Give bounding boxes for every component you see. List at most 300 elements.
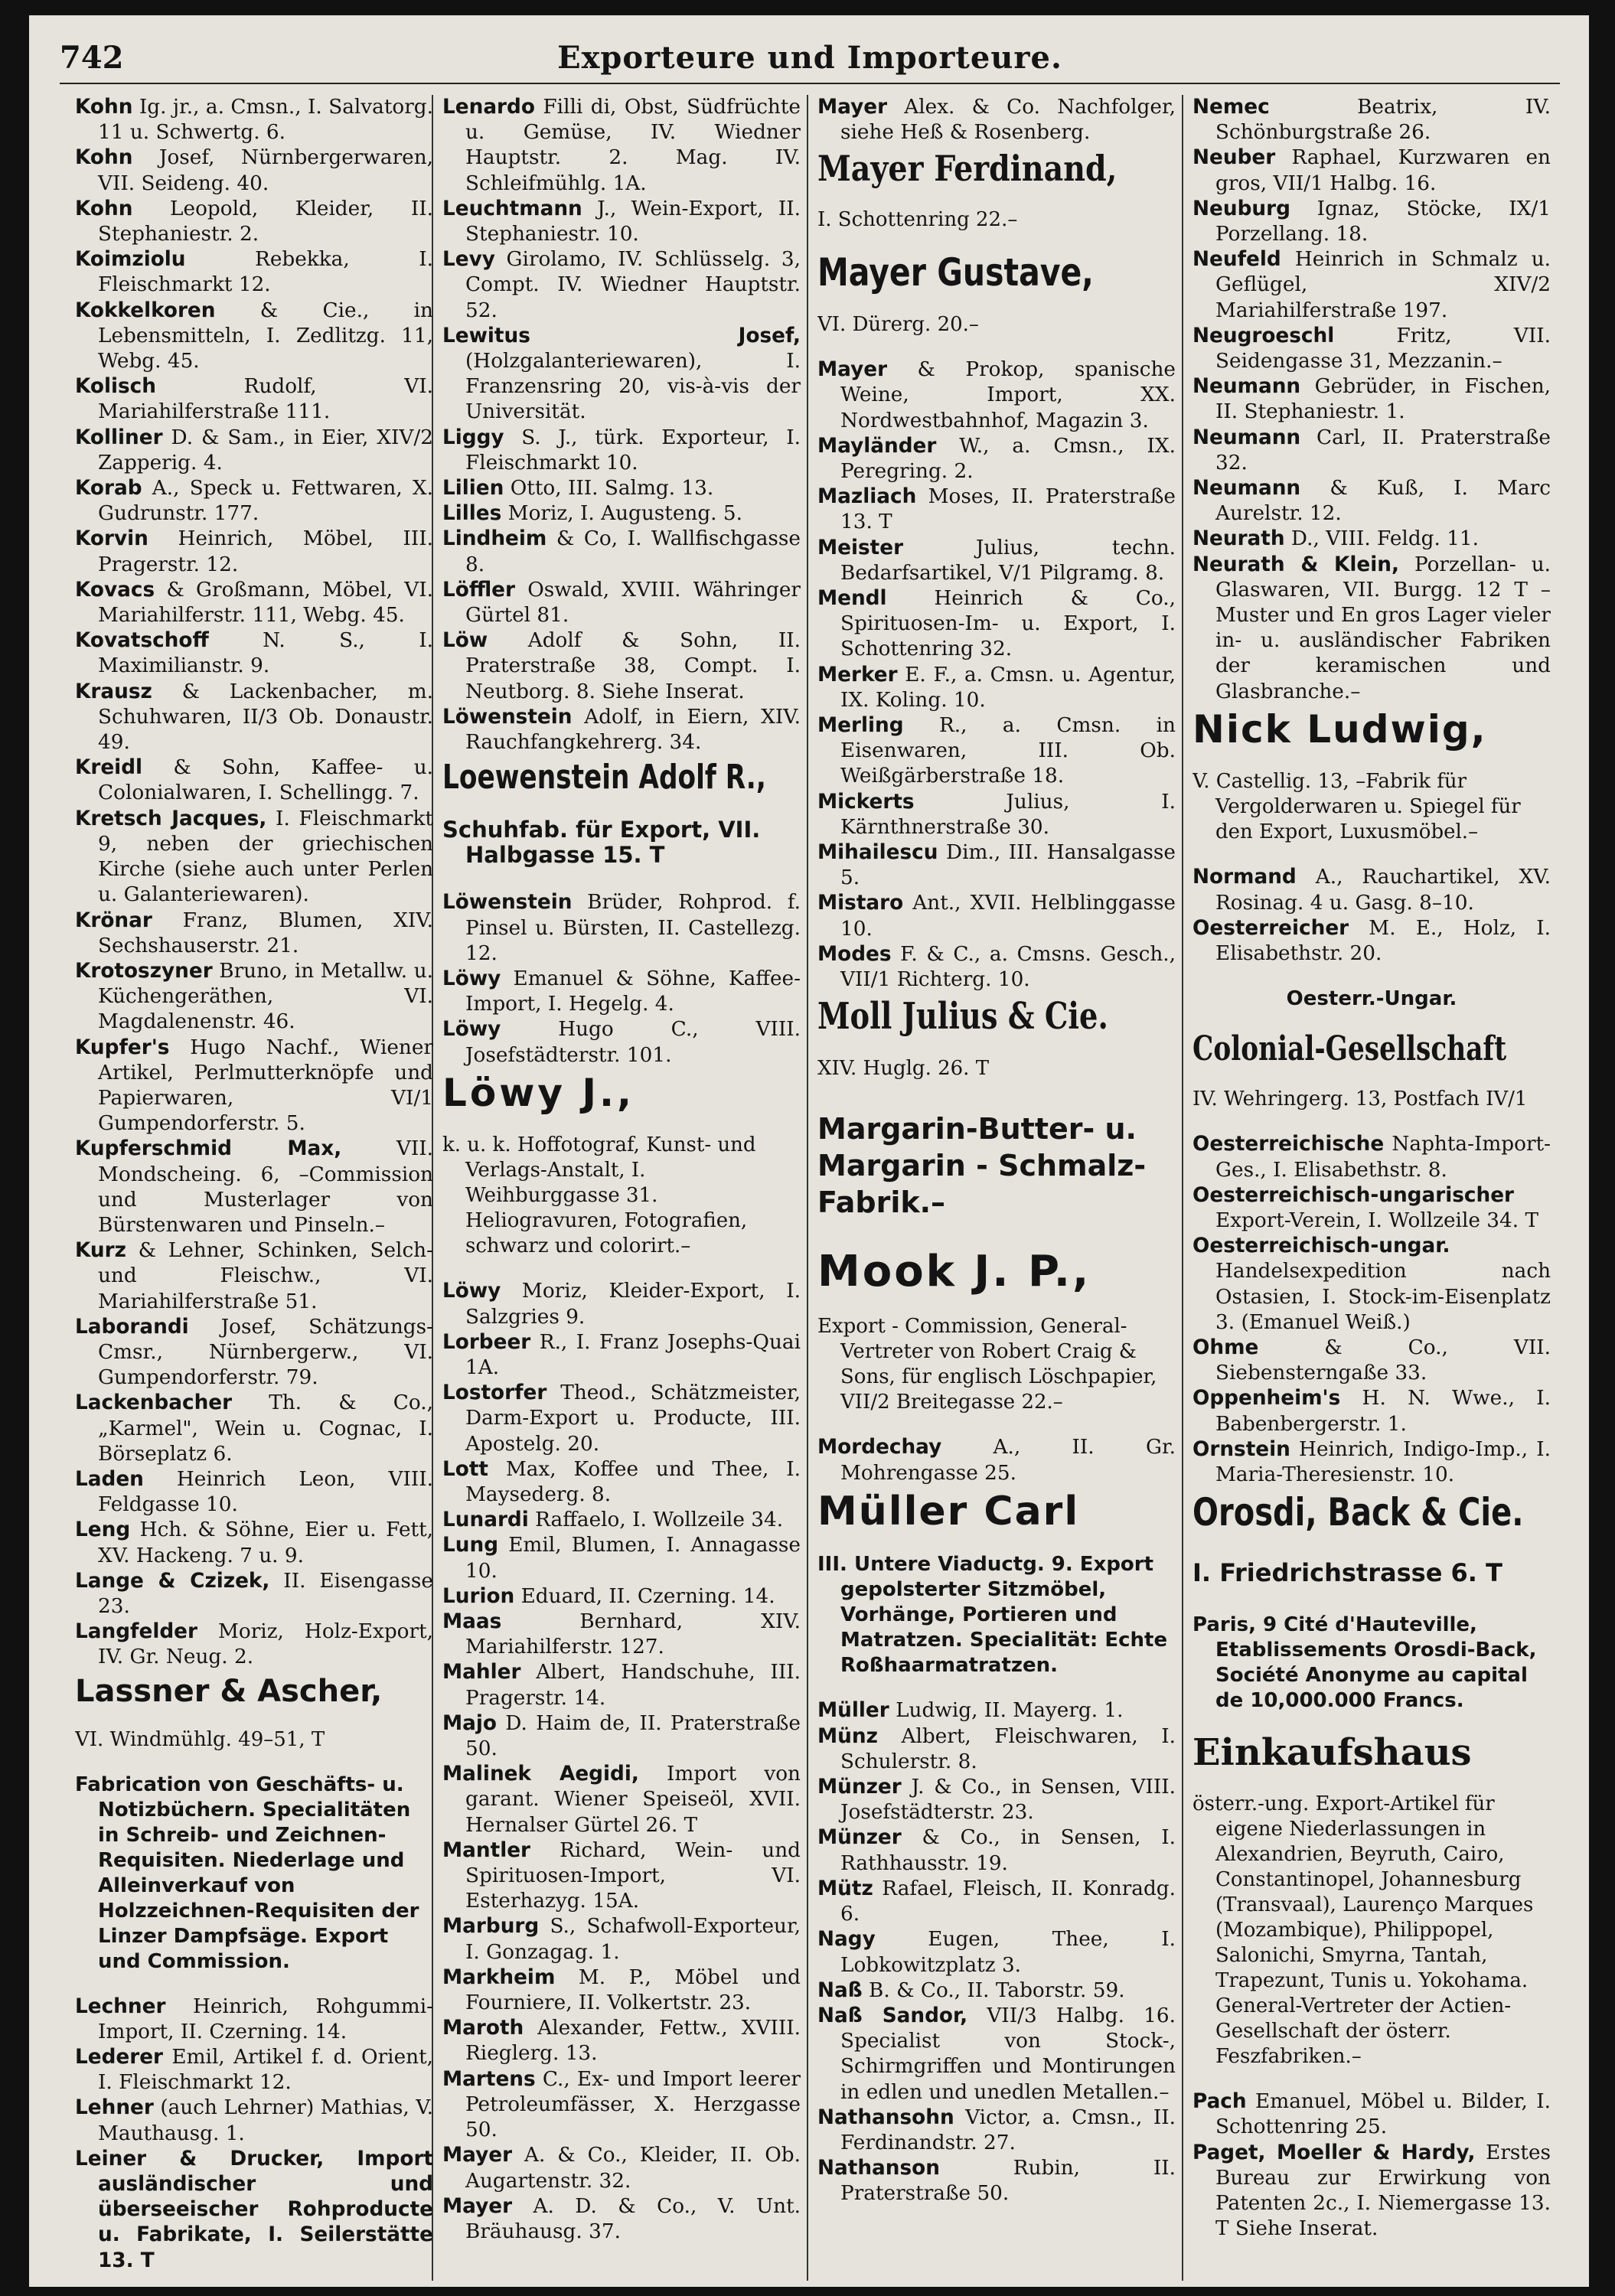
entry-name: Oppenheim's xyxy=(1192,1387,1341,1411)
advertisement xyxy=(75,1675,433,1975)
entry-name: Lehner xyxy=(75,2096,154,2120)
directory-entry xyxy=(442,628,801,705)
directory-entry xyxy=(442,1017,801,1068)
entry-text: & Co., in Sensen, I. Rathhausstr. 19. xyxy=(840,1826,1176,1875)
directory-entry xyxy=(75,145,433,196)
column-2 xyxy=(442,95,801,2281)
entry-name: Mordechay xyxy=(817,1436,942,1459)
directory-entry xyxy=(817,1877,1176,1927)
entry-name: Neumann xyxy=(1192,375,1301,399)
directory-entry xyxy=(75,1035,433,1137)
entry-name: Majo xyxy=(442,1711,497,1735)
entry-text: Raffaelo, I. Wollzeile 34. xyxy=(528,1508,784,1532)
directory-entry xyxy=(442,705,801,755)
entry-name: Naß xyxy=(817,1978,863,2002)
directory-entry xyxy=(1192,197,1551,247)
entry-text: Heinrich Leon, VIII. Feldgasse 10. xyxy=(98,1467,433,1517)
directory-entry xyxy=(1192,95,1551,145)
directory-entry xyxy=(75,959,433,1035)
directory-entry xyxy=(817,2105,1176,2156)
entry-name: Lewitus Josef, xyxy=(442,324,801,347)
directory-entry xyxy=(1192,1386,1551,1437)
entry-name: Liggy xyxy=(442,426,504,449)
entry-text: Heinrich, Rohgummi-Import, II. Czerning. 14. xyxy=(98,1994,433,2043)
entry-text: & Großmann, Möbel, VI. Mariahilferstr. 111, Webg. 45. xyxy=(98,578,433,628)
directory-entry xyxy=(75,95,433,145)
directory-entry xyxy=(75,1467,433,1518)
entry-name: Kupfer's xyxy=(75,1035,170,1059)
directory-entry xyxy=(442,476,801,501)
entry-text: & Lehner, Schinken, Selch- und Fleischw., VI. Mariahilferstraße 51. xyxy=(98,1239,433,1313)
ad-address: VI. Windmühlg. 49–51, T xyxy=(75,1727,325,1751)
entry-name: Mahler xyxy=(442,1661,521,1684)
entry-name: Levy xyxy=(442,248,495,272)
entry-name: Neurath xyxy=(1192,527,1285,551)
running-head: Exporteure und Importeure. xyxy=(557,40,1062,76)
entry-text: Albert, Handschuhe, III. Pragerstr. 14. xyxy=(465,1661,801,1710)
entry-name: Maroth xyxy=(442,2017,524,2040)
entry-name: Lackenbacher xyxy=(75,1391,233,1415)
page-header xyxy=(60,34,1560,84)
entry-name: Oesterreichisch-ungar. xyxy=(1192,1234,1450,1258)
directory-entry xyxy=(817,586,1176,663)
entry-text: Theod., Schätzmeister, Darm-Export u. Producte, III. Apostelg. 20. xyxy=(465,1381,801,1456)
directory-entry xyxy=(75,1569,433,1619)
directory-entry xyxy=(75,476,433,527)
entry-name: Neurath & Klein, xyxy=(1192,553,1399,576)
directory-entry xyxy=(817,891,1176,941)
directory-entry xyxy=(442,1609,801,1660)
ad-title: Nick Ludwig, xyxy=(1192,706,1487,752)
advertisement xyxy=(1192,706,1551,846)
entry-name: Kovacs xyxy=(75,578,155,602)
directory-entry xyxy=(442,1838,801,1915)
entry-name: Mayer xyxy=(442,2194,513,2218)
entry-name: Modes xyxy=(817,942,892,966)
entry-text: Josef, Nürnbergerwaren, VII. Seideng. 40. xyxy=(98,146,433,195)
directory-entry xyxy=(1192,374,1551,425)
directory-entry xyxy=(1192,247,1551,324)
entry-text: (auch Lehrner) Mathias, V. Mauthausg. 1. xyxy=(98,2096,433,2145)
entry-name: Merker xyxy=(817,663,898,687)
entry-text: S., Schafwoll-Exporteur, I. Gonzagag. 1. xyxy=(465,1915,801,1964)
ad-title: Orosdi, Back & Cie. xyxy=(1192,1490,1524,1535)
entry-name: Martens xyxy=(442,2067,536,2091)
entry-name: Kohn xyxy=(75,96,133,119)
entry-name: Krausz xyxy=(75,680,152,703)
advertisement xyxy=(817,150,1176,232)
directory-entry xyxy=(75,2045,433,2095)
entry-name: Lorbeer xyxy=(442,1330,531,1354)
entry-text: Adolf, in Eiern, XIV. Rauchfangkehrerg. 34. xyxy=(465,705,801,755)
directory-entry xyxy=(442,1533,801,1583)
entry-name: Laden xyxy=(75,1467,144,1491)
entry-name: Kokkelkoren xyxy=(75,298,216,322)
entry-text: Ant., XVII. Helblinggasse 10. xyxy=(840,892,1176,941)
directory-entry xyxy=(817,484,1176,535)
entry-text: Ignaz, Stöcke, IX/1 Porzellang. 18. xyxy=(1215,197,1551,246)
entry-text: Leopold, Kleider, II. Stephaniestr. 2. xyxy=(98,197,433,246)
entry-text: & Lackenbacher, m. Schuhwaren, II/3 Ob. Donaustr. 49. xyxy=(98,680,433,755)
directory-entry xyxy=(442,1965,801,2016)
directory-entry xyxy=(75,247,433,298)
entry-text: Rubin, II. Praterstraße 50. xyxy=(840,2157,1176,2206)
entry-text: E. F., a. Cmsn. u. Agentur, IX. Koling. 10. xyxy=(840,663,1176,712)
entry-text: Beatrix, IV. Schönburgstraße 26. xyxy=(1215,96,1551,145)
ad-text: k. u. k. Hoffotograf, Kunst- und Verlags-Anstalt, I. Weihburggasse 31. Heliogravuren, Fotografien, schwarz und colorirt.– xyxy=(442,1133,756,1258)
directory-entry xyxy=(442,197,801,247)
entry-name: Nathanson xyxy=(817,2157,940,2180)
directory-entry xyxy=(75,1619,433,1670)
directory-entry xyxy=(817,2156,1176,2206)
entry-text: VII. Mondscheing. 6, –Commission und Musterlager von Bürstenwaren und Pinseln.– xyxy=(98,1137,433,1237)
entry-name: Mendl xyxy=(817,587,887,611)
directory-entry xyxy=(817,434,1176,484)
entry-name: Merling xyxy=(817,714,904,738)
entry-name: Mihailescu xyxy=(817,841,938,865)
entry-text: Hugo C., VIII. Josefstädterstr. 101. xyxy=(465,1018,801,1067)
entry-name: Lange & Czizek, xyxy=(75,1569,270,1593)
ad-title: Mayer Gustave, xyxy=(817,249,1094,295)
entry-text: & Sohn, Kaffee- u. Colonialwaren, I. Schellingg. 7. xyxy=(98,756,433,805)
directory-entry xyxy=(817,95,1176,145)
entry-name: Münzer xyxy=(817,1826,902,1850)
entry-text: J. & Co., in Sensen, VIII. Josefstädterstr. 23. xyxy=(840,1776,1176,1825)
entry-name: Löwy xyxy=(442,1018,501,1042)
entry-name: Lurion xyxy=(442,1584,515,1608)
directory-entry xyxy=(817,1927,1176,1978)
entry-name: Lenardo xyxy=(442,96,535,119)
entry-name: Löw xyxy=(442,629,488,653)
entry-name: Oesterreicher xyxy=(1192,916,1349,940)
entry-name: Lostorfer xyxy=(442,1381,547,1405)
directory-entry xyxy=(1192,527,1551,552)
entry-name: Mazliach xyxy=(817,485,917,509)
entry-text: Rudolf, VI. Mariahilferstraße 111. xyxy=(98,375,433,424)
entry-name: Paget, Moeller & Hardy, xyxy=(1192,2141,1476,2164)
entry-name: Löwenstein xyxy=(442,705,573,729)
directory-entry xyxy=(442,1508,801,1533)
directory-entry xyxy=(817,2004,1176,2105)
entry-text: A. & Co., Kleider, II. Ob. Augartenstr. 32. xyxy=(465,2144,801,2193)
directory-entry xyxy=(442,527,801,577)
page-number: 742 xyxy=(60,40,124,76)
entry-name: Oesterreichische xyxy=(1192,1133,1385,1156)
advertisement xyxy=(1192,1492,1551,1714)
entry-name: Krönar xyxy=(75,908,152,932)
directory-entry xyxy=(75,578,433,628)
entry-name: Krotoszyner xyxy=(75,959,213,983)
directory-entry xyxy=(817,840,1176,891)
entry-text: Franz, Blumen, XIV. Sechshauserstr. 21. xyxy=(98,908,433,957)
directory-entry xyxy=(442,501,801,527)
entry-name: Lechner xyxy=(75,1994,166,2018)
entry-name: Kretsch Jacques, xyxy=(75,807,267,830)
advertisement xyxy=(817,249,1176,338)
entry-text: Erstes Bureau zur Erwirkung von Patenten 2c., I. Niemergasse 13. T Siehe Inserat. xyxy=(1215,2141,1551,2241)
entry-text: Th. & Co., „Karmel", Wein u. Cognac, I. Börseplatz 6. xyxy=(98,1391,433,1466)
directory-entry xyxy=(442,2143,801,2193)
entry-text: Gebrüder, in Fischen, II. Stephaniestr. 1. xyxy=(1215,375,1551,424)
entry-text: Rebekka, I. Fleischmarkt 12. xyxy=(98,248,433,297)
entry-text: A., Speck u. Fettwaren, X. Gudrunstr. 177. xyxy=(98,477,433,526)
entry-name: Lindheim xyxy=(442,527,547,551)
entry-name: Lederer xyxy=(75,2046,164,2069)
entry-name: Koimziolu xyxy=(75,248,186,272)
entry-text: Moses, II. Praterstraße 13. T xyxy=(840,485,1176,534)
directory-entry xyxy=(1192,2141,1551,2242)
entry-text: A. D. & Co., V. Unt. Bräuhausg. 37. xyxy=(465,2194,801,2243)
directory-entry xyxy=(1192,1336,1551,1386)
entry-name: Löwy xyxy=(442,967,501,991)
entry-name: Kupferschmid Max, xyxy=(75,1137,342,1161)
directory-entry xyxy=(75,628,433,679)
ad-title: Mook J. P., xyxy=(817,1246,1091,1296)
advertisement xyxy=(817,997,1176,1220)
entry-name: Oesterreichisch-ungarischer xyxy=(1192,1183,1514,1207)
directory-entry xyxy=(817,1435,1176,1486)
directory-entry xyxy=(442,324,801,426)
ad-title: Löwy J., xyxy=(442,1070,635,1115)
directory-entry xyxy=(442,1279,801,1329)
ad-title: Müller Carl xyxy=(817,1488,1080,1534)
entry-name: Korab xyxy=(75,477,142,501)
directory-entry xyxy=(442,1914,801,1965)
entry-text: Emil, Blumen, I. Annagasse 10. xyxy=(465,1534,801,1583)
entry-name: Mistaro xyxy=(817,892,904,915)
ad-text: I. Schottenring 22.– xyxy=(817,207,1018,231)
entry-name: Lott xyxy=(442,1457,488,1481)
entry-name: Müller xyxy=(817,1699,889,1723)
advertisement xyxy=(442,760,801,868)
directory-entry xyxy=(817,1724,1176,1775)
directory-entry xyxy=(442,1330,801,1381)
entry-name: Kolisch xyxy=(75,375,156,399)
advertisement xyxy=(817,1246,1176,1416)
directory-entry xyxy=(1192,553,1551,705)
entry-name: Mayländer xyxy=(817,434,937,458)
entry-name: Naß Sandor, xyxy=(817,2004,968,2027)
directory-entry xyxy=(1192,1234,1551,1336)
entry-name: Malinek Aegidi, xyxy=(442,1763,639,1786)
entry-name: Ohme xyxy=(1192,1336,1259,1359)
entry-text: A., Rauchartikel, XV. Rosinag. 4 u. Gasg. 8–10. xyxy=(1215,866,1551,915)
column-rule xyxy=(807,95,808,2281)
entry-text: & Prokop, spanische Weine, Import, XX. Nordwestbahnhof, Magazin 3. xyxy=(840,358,1176,432)
entry-text: II. Eisengasse 23. xyxy=(98,1569,433,1618)
entry-text: Max, Koffee und Thee, I. Maysederg. 8. xyxy=(465,1457,801,1507)
entry-text: J., Wein-Export, II. Stephaniestr. 10. xyxy=(465,197,801,246)
entry-text: Ludwig, II. Mayerg. 1. xyxy=(889,1699,1124,1723)
ad-text: Fabrication von Geschäfts- u. Notizbüchern. Specialitäten in Schreib- und Zeichnen-Requisiten. Niederlage und Alleinverkauf von Holzzeichnen-Requisiten der Linzer Dampfsäge. Export und Commission. xyxy=(75,1773,419,1973)
entry-text: Bernhard, XIV. Mariahilferstr. 127. xyxy=(465,1610,801,1659)
directory-entry xyxy=(1192,476,1551,527)
entry-name: Korvin xyxy=(75,527,148,551)
directory-entry xyxy=(75,1137,433,1238)
entry-text: C., Ex- und Import leerer Petroleumfässer, X. Herzgasse 50. xyxy=(465,2067,801,2142)
directory-entry xyxy=(817,663,1176,713)
entry-text: Eduard, II. Czerning. 14. xyxy=(514,1584,775,1608)
advertisement xyxy=(1192,1730,1551,2069)
entry-text: I. Fleischmarkt 9, neben der griechischen Kirche (siehe auch unter Perlen u. Galanteriewaren). xyxy=(98,807,433,907)
entry-name: Kovatschoff xyxy=(75,629,209,653)
ad-title: Loewenstein Adolf R., xyxy=(442,758,766,797)
entry-text: Emil, Artikel f. d. Orient, I. Fleischmarkt 12. xyxy=(98,2046,433,2095)
entry-text: A., II. Gr. Mohrengasse 25. xyxy=(840,1436,1176,1485)
directory-entry xyxy=(1192,145,1551,196)
entry-name: Nemec xyxy=(1192,96,1270,119)
entry-text: D., VIII. Feldg. 11. xyxy=(1284,527,1480,551)
ad-title: Lassner & Ascher, xyxy=(75,1673,383,1709)
directory-entry xyxy=(75,1391,433,1467)
entry-text: Hugo Nachf., Wiener Artikel, Perlmutterknöpfe und Papierwaren, VI/1 Gumpendorferstr. 5. xyxy=(98,1035,433,1136)
directory-entry xyxy=(817,1698,1176,1724)
entry-name: Kreidl xyxy=(75,756,143,780)
entry-text: H. N. Wwe., I. Babenbergerstr. 1. xyxy=(1215,1387,1551,1436)
entry-text: Girolamo, IV. Schlüsselg. 3, Compt. IV. Wiedner Hauptstr. 52. xyxy=(465,248,801,322)
entry-name: Laborandi xyxy=(75,1315,189,1339)
directory-entry xyxy=(1192,865,1551,915)
entry-name: Mütz xyxy=(817,1877,873,1900)
entry-name: Neugroeschl xyxy=(1192,324,1335,347)
directory-entry xyxy=(75,374,433,425)
entry-name: Pach xyxy=(1192,2090,1247,2114)
entry-name: Leng xyxy=(75,1518,131,1542)
entry-text: Export-Verein, I. Wollzeile 34. T xyxy=(1215,1208,1539,1232)
directory-entry xyxy=(75,1315,433,1391)
advertisement xyxy=(817,1488,1176,1679)
directory-page xyxy=(29,15,1589,2287)
directory-entry xyxy=(442,578,801,628)
entry-name: Neumann xyxy=(1192,477,1301,501)
directory-entry xyxy=(442,1584,801,1609)
entry-text: Import von garant. Wiener Speiseöl, XVII. Hernalser Gürtel 26. T xyxy=(465,1763,801,1837)
directory-entry xyxy=(817,942,1176,993)
entry-name: Nagy xyxy=(817,1928,876,1952)
directory-entry xyxy=(817,713,1176,790)
ad-title: Colonial-Gesellschaft xyxy=(1192,1029,1507,1069)
directory-entry xyxy=(75,680,433,756)
ad-pretitle: Oesterr.-Ungar. xyxy=(1286,987,1457,1011)
column-4 xyxy=(1192,95,1551,2281)
entry-text: Carl, II. Praterstraße 32. xyxy=(1215,426,1551,475)
entry-name: Münzer xyxy=(817,1776,902,1799)
directory-entry xyxy=(442,890,801,967)
directory-entry xyxy=(1192,1132,1551,1182)
entry-text: Albert, Fleischwaren, I. Schulerstr. 8. xyxy=(840,1724,1176,1773)
entry-text: Heinrich & Co., Spirituosen-Im- u. Export, I. Schottenring 32. xyxy=(840,587,1176,661)
entry-text: Heinrich, Möbel, III. Pragerstr. 12. xyxy=(98,527,433,576)
ad-text: Schuhfab. für Export, VII. Halbgasse 15. T xyxy=(442,817,761,869)
entry-text: W., a. Cmsn., IX. Peregring. 2. xyxy=(840,434,1176,484)
directory-entry xyxy=(442,1660,801,1711)
entry-text: Moriz, Holz-Export, IV. Gr. Neug. 2. xyxy=(98,1620,433,1669)
ad-text: VI. Dürerg. 20.– xyxy=(817,313,979,337)
entry-text: Brüder, Rohprod. f. Pinsel u. Bürsten, II. Castellezg. 12. xyxy=(465,891,801,965)
entry-name: Löwy xyxy=(442,1280,501,1303)
entry-name: Normand xyxy=(1192,866,1297,889)
directory-entry xyxy=(817,357,1176,434)
entry-text: M. P., Möbel und Fourniere, II. Volkertstr. 23. xyxy=(465,1965,801,2015)
directory-entry xyxy=(75,807,433,908)
directory-entry xyxy=(1192,916,1551,967)
entry-name: Neumann xyxy=(1192,426,1301,449)
entry-text: Alexander, Fettw., XVIII. Rieglerg. 13. xyxy=(465,2017,801,2066)
entry-text: Josef, Schätzungs-Cmsr., Nürnbergerw., VI. Gumpendorferstr. 79. xyxy=(98,1315,433,1390)
entry-text: & Cie., in Lebensmitteln, I. Zedlitzg. 11, Webg. 45. xyxy=(98,298,433,373)
ad-title: Mayer Ferdinand, xyxy=(817,148,1117,190)
entry-text: Julius, techn. Bedarfsartikel, V/1 Pilgramg. 8. xyxy=(840,536,1176,585)
entry-name: Mayer xyxy=(817,96,888,119)
entry-text: Emanuel, Möbel u. Bilder, I. Schottenring 25. xyxy=(1215,2090,1551,2139)
entry-text: D. Haim de, II. Praterstraße 50. xyxy=(465,1711,801,1761)
directory-entry xyxy=(1192,324,1551,374)
entry-text: (Holzgalanteriewaren), I. Franzensring 20, vis-à-vis der Universität. xyxy=(465,350,801,424)
entry-text: F. & C., a. Cmsns. Gesch., VII/1 Richterg. 10. xyxy=(840,942,1176,992)
entry-text: Fritz, VII. Seidengasse 31, Mezzanin.– xyxy=(1215,324,1551,373)
entry-name: Ornstein xyxy=(1192,1437,1290,1461)
entry-text: Moriz, I. Augusteng. 5. xyxy=(501,502,742,526)
ad-text: V. Castellig. 13, –Fabrik für Vergolderwaren u. Spiegel für den Export, Luxusmöbel.– xyxy=(1192,770,1521,844)
entry-text: Ig. jr., a. Cmsn., I. Salvatorg. 11 u. Schwertg. 6. xyxy=(98,96,433,145)
entry-name: Markheim xyxy=(442,1965,556,1989)
entry-name: Lunardi xyxy=(442,1508,529,1532)
entry-name: Leiner & Drucker, xyxy=(75,2147,325,2170)
entry-text: Emanuel & Söhne, Kaffee-Import, I. Hegelg. 4. xyxy=(465,967,801,1016)
column-rule xyxy=(1182,95,1183,2281)
directory-entry xyxy=(1192,426,1551,476)
entry-name: Löwenstein xyxy=(442,891,573,915)
entry-text: Hch. & Söhne, Eier u. Fett, XV. Hackeng. 7 u. 9. xyxy=(98,1518,433,1567)
directory-entry xyxy=(75,197,433,247)
entry-name: Kurz xyxy=(75,1239,126,1263)
entry-name: Löffler xyxy=(442,578,515,602)
directory-entry xyxy=(75,2147,433,2274)
column-3 xyxy=(817,95,1176,2281)
directory-entry xyxy=(442,2067,801,2144)
directory-entry xyxy=(442,967,801,1017)
entry-text: B. & Co., II. Taborstr. 59. xyxy=(862,1978,1125,2002)
entry-text: M. E., Holz, I. Elisabethstr. 20. xyxy=(1215,916,1551,965)
entry-name: Leuchtmann xyxy=(442,197,582,220)
entry-text: D. & Sam., in Eier, XIV/2 Zapperig. 4. xyxy=(98,426,433,475)
entry-name: Mayer xyxy=(442,2144,513,2167)
entry-text: Import ausländischer und überseeischer Rohproducte u. Fabrikate, I. Seilerstätte 13. T xyxy=(98,2147,433,2272)
directory-entry xyxy=(1192,2089,1551,2140)
ad-address: IV. Wehringerg. 13, Postfach IV/1 xyxy=(1192,1088,1528,1111)
directory-entry xyxy=(442,1457,801,1508)
directory-entry xyxy=(75,298,433,375)
entry-name: Maas xyxy=(442,1610,502,1634)
entry-text: Handelsexpedition nach Ostasien, I. Stock-im-Eisenplatz 3. (Emanuel Weiß.) xyxy=(1215,1260,1551,1334)
directory-entry xyxy=(442,95,801,197)
directory-entry xyxy=(1192,1437,1551,1488)
entry-name: Meister xyxy=(817,536,904,559)
directory-entry xyxy=(817,1978,1176,2004)
entry-name: Neuburg xyxy=(1192,197,1290,220)
entry-name: Lilien xyxy=(442,477,504,501)
entry-name: Münz xyxy=(817,1724,878,1748)
ad-text: Paris, 9 Cité d'Hauteville, Etablissements Orosdi-Back, Société Anonyme au capital de 10,000.000 Francs. xyxy=(1192,1613,1537,1712)
entry-name: Langfelder xyxy=(75,1620,197,1644)
entry-text: S. J., türk. Exporteur, I. Fleischmarkt 10. xyxy=(465,426,801,475)
entry-name: Kolliner xyxy=(75,426,163,449)
ad-text: Margarin-Butter- u. Margarin - Schmalz-Fabrik.– xyxy=(817,1111,1147,1219)
entry-text: Dim., III. Hansalgasse 5. xyxy=(840,841,1176,890)
entry-name: Kohn xyxy=(75,197,133,220)
ad-text: Export - Commission, General-Vertreter von Robert Craig & Sons, für englisch Löschpapier, VII/2 Breitegasse 22.– xyxy=(817,1315,1157,1414)
entry-text: Raphael, Kurzwaren en gros, VII/1 Halbg. 16. xyxy=(1215,146,1551,195)
